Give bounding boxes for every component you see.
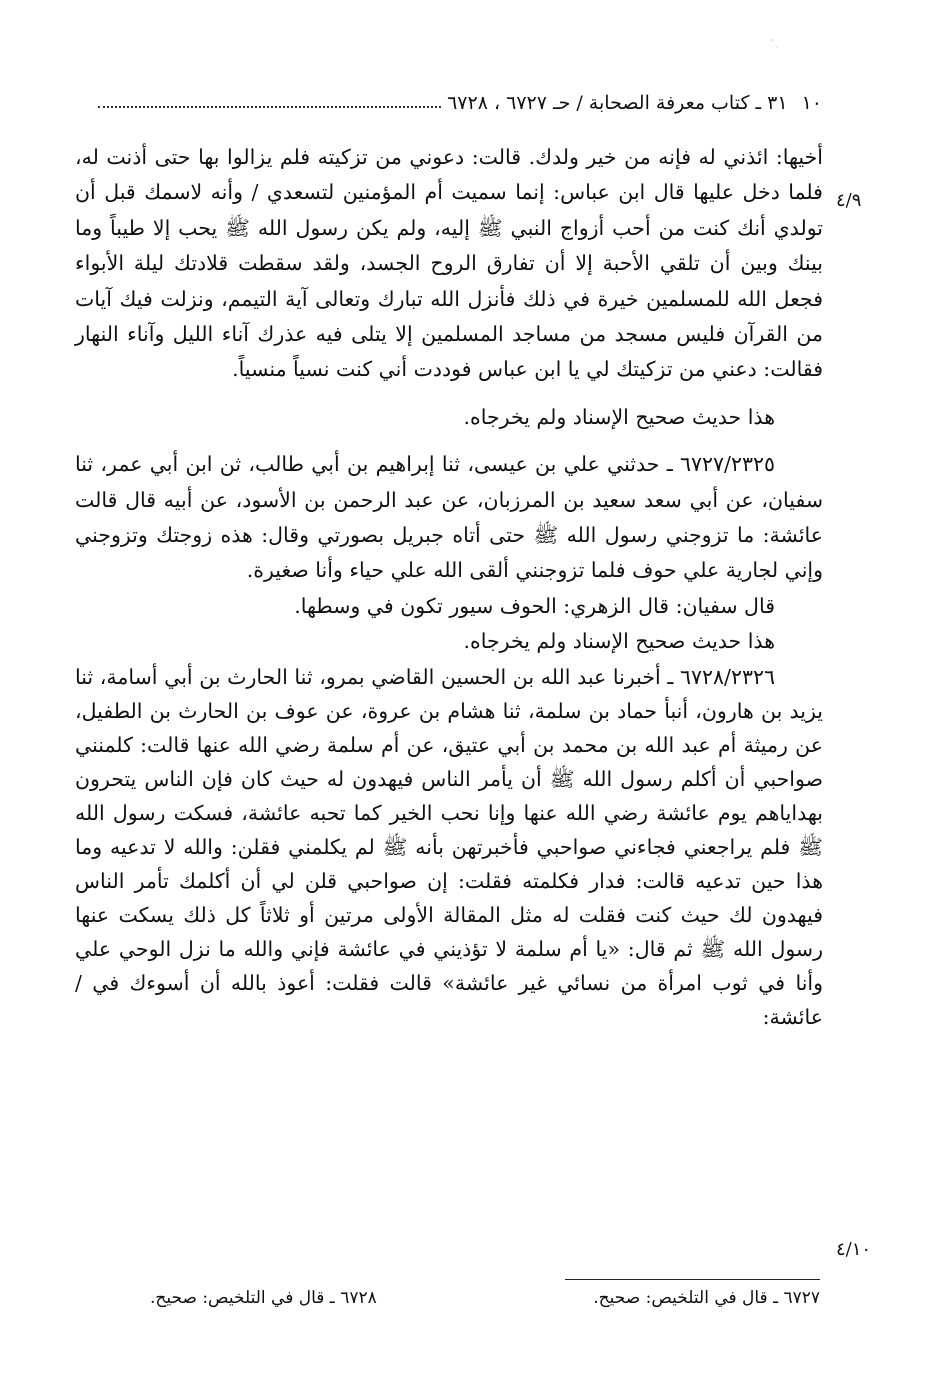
running-title: ٣١ ـ كتاب معرفة الصحابة / حـ ٦٧٢٧ ، ٦٧٢٨ xyxy=(447,92,788,114)
hadith-entry: ٦٧٢٧/٢٣٢٥ ـ حدثني علي بن عيسى، ثنا إبراهيم بن أبي طالب، ثن ابن أبي عمر، ثنا سفيان، عن أبي سعد سعيد بن المرزبان، عن عبد الرحمن بن الأسود، عن أبيه قال قالت عائشة: ما تزوجني رسول الله ﷺ حتى أتاه جبريل بصورتي وقال: هذه زوجتك وتزوجني وإني لجارية علي حوف فلما تزوجنني ألقى الله علي حياء وأنا صغيرة. xyxy=(75,452,823,583)
paragraph: قال سفيان: قال الزهري: الحوف سيور تكون في وسطها. xyxy=(294,593,775,618)
dotted-leader xyxy=(98,106,441,108)
footnote: ٦٧٢٨ ـ قال في التلخيص: صحيح. xyxy=(150,1288,377,1308)
footnote-rule xyxy=(565,1279,820,1280)
margin-reference: ٤/١٠ xyxy=(836,1239,872,1260)
main-text xyxy=(75,140,823,1034)
page-number: ١٠ xyxy=(801,92,822,114)
hadith-entry: ٦٧٢٨/٢٣٢٦ ـ أخبرنا عبد الله بن الحسين القاضي بمرو، ثنا الحارث بن أبي أسامة، ثنا يزيد بن هارون، أنبأ حماد بن سلمة، ثنا هشام بن عروة، عن عوف بن الحارث بن الطفيل، عن رميثة أم عبد الله بن محمد بن أبي عتيق، عن أم سلمة رضي الله عنها قالت: كلمنني صواحبي أن أكلم رسول الله ﷺ أن يأمر الناس فيهدون له حيث كان فإن الناس يتحرون بهداياهم يوم عائشة رضي الله عنها وإنا نحب الخير كما تحبه عائشة، فسكت رسول الله ﷺ فلم يراجعني فجاءني صواحبي فأخبرتهن بأنه ﷺ لم يكلمني فقلن: والله لا تدعيه وما هذا حين تدعيه قالت: فدار فكلمته فقلت: إن صواحبي قلن لي أن أكلمك تأمر الناس فيهدون لك حيث كنت فقلت له مثل المقالة الأولى مرتين أو ثلاثاً كل ذلك يسكت عنها رسول الله ﷺ ثم قال: «يا أم سلمة لا تؤذيني في عائشة فإني والله ما نزل الوحي علي وأنا في ثوب امرأة من نسائي غير عائشة» قالت فقلت: أعوذ بالله أن أسوءك في / عائشة: xyxy=(75,664,823,1029)
paragraph: هذا حديث صحيح الإسناد ولم يخرجاه. xyxy=(463,404,775,429)
margin-reference: ٤/٩ xyxy=(836,190,862,211)
paragraph: هذا حديث صحيح الإسناد ولم يخرجاه. xyxy=(463,629,775,654)
running-header xyxy=(92,88,822,118)
scan-mark: ʼ ˏ xyxy=(770,39,779,49)
paragraph: أخيها: ائذني له فإنه من خير ولدك. قالت: دعوني من تزكيته فلم يزالوا بها حتى أذنت له، فلما دخل عليها قال ابن عباس: إنما سميت أم المؤمنين لتسعدي / وأنه لاسمك قبل أن تولدي أنك كنت من أحب أزواج النبي ﷺ إليه، ولم يكن رسول الله ﷺ يحب إلا طيباً وما بينك وبين أن تلقي الأحبة إلا أن تفارق الروح الجسد، ولقد سقطت قلادتك ليلة الأبواء فجعل الله للمسلمين خيرة في ذلك فأنزل الله تبارك وتعالى آية التيمم، ونزلت فيك آيات من القرآن فليس مسجد من مساجد المسلمين إلا يتلى فيه عذرك آناء الليل وآناء النهار فقالت: دعني من تزكيتك لي يا ابن عباس فوددت أني كنت نسياً منسياً. xyxy=(75,145,823,382)
footnote: ٦٧٢٧ ـ قال في التلخيص: صحيح. xyxy=(593,1288,820,1308)
footnotes xyxy=(150,1288,820,1308)
